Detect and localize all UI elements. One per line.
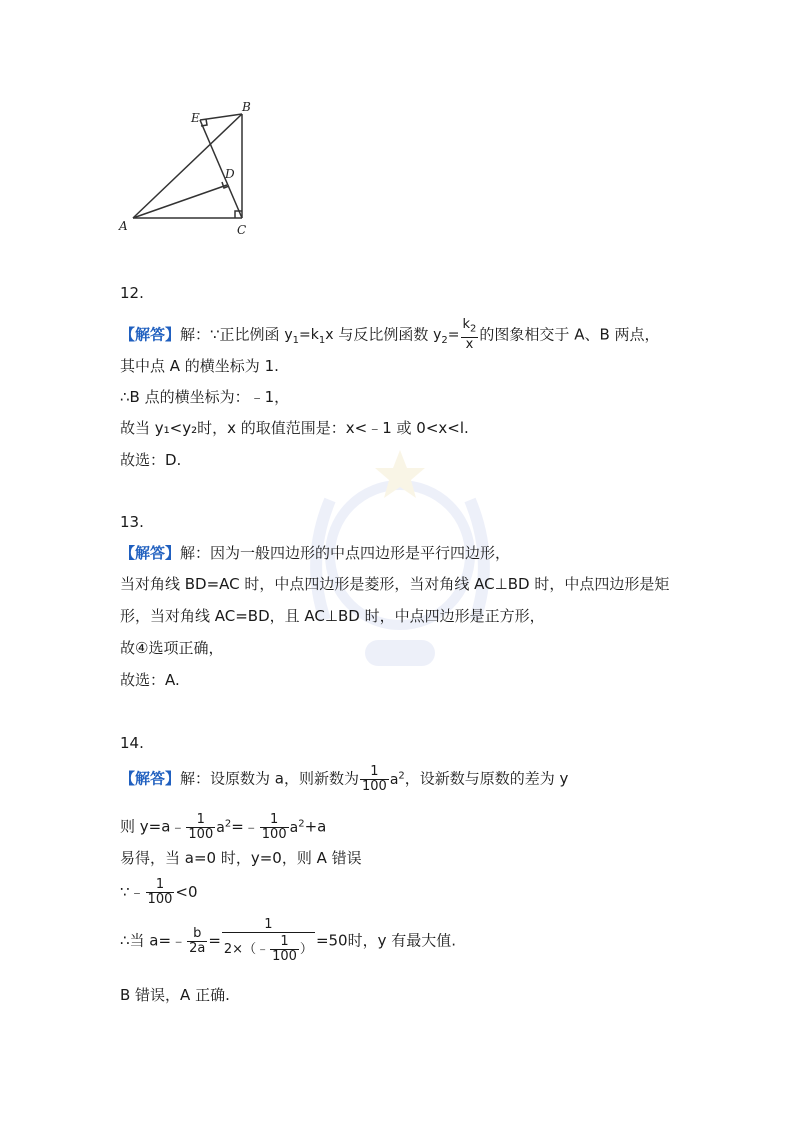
q13-line-3: 形，当对角线 AC=BD，且 AC⊥BD 时，中点四边形是正方形， bbox=[120, 607, 545, 625]
q14-number: 14. bbox=[120, 734, 144, 752]
q13-line-1: 【解答】解：因为一般四边形的中点四边形是平行四边形， bbox=[120, 544, 511, 562]
triangle-figure bbox=[115, 98, 265, 238]
q12-line-1: 【解答】解：∵正比例函 $y_1=k_1x$ 与反比例函数 $y_2=$ $\frac{k_2}{x}$ 的图象相交于 A、B 两点， bbox=[120, 317, 660, 352]
q14-line-2: 则 y=a﹣ $\frac{1}{100}$ $a^2=﹣$ $\frac{1}{100}$ $a^2+a$ bbox=[120, 811, 327, 842]
q14-line-3: 易得，当 a=0 时，y=0，则 A 错误 bbox=[120, 849, 362, 867]
q14-line-4: ∵﹣ $\frac{1}{100}$ <0 bbox=[120, 877, 198, 907]
answer-tag: 【解答】 bbox=[120, 769, 181, 788]
q12-line-3: ∴B 点的横坐标为：﹣1， bbox=[120, 388, 290, 406]
q14-line-6: B 错误，A 正确. bbox=[120, 986, 230, 1004]
q14-line-5: ∴当 a=﹣ $\frac{b}{2a}$ = 1 2×（﹣ $\frac{1}{100}$ ） =50时，y 有最大值. bbox=[120, 917, 457, 964]
answer-tag: 【解答】 bbox=[120, 325, 181, 344]
big-fraction: 1 2×（﹣ $\frac{1}{100}$ ） bbox=[223, 917, 313, 964]
q13-line-5: 故选：A. bbox=[120, 671, 180, 689]
label-D: D bbox=[225, 167, 235, 181]
one-hundredth-fraction: $\frac{1}{100}$ bbox=[361, 763, 387, 794]
q13-line-2: 当对角线 BD=AC 时，中点四边形是菱形，当对角线 AC⊥BD 时，中点四边形是矩 bbox=[120, 575, 670, 593]
answer-tag: 【解答】 bbox=[120, 544, 181, 562]
q12-line-2: 其中点 A 的横坐标为 1. bbox=[120, 357, 279, 375]
label-A: A bbox=[119, 219, 128, 233]
label-E: E bbox=[191, 111, 200, 125]
q14-line-1: 【解答】解：设原数为 a，则新数为 $\frac{1}{100}$ $a^2$，设新数与原数的差为 y bbox=[120, 763, 569, 794]
q13-line-4: 故④选项正确， bbox=[120, 639, 224, 657]
q12-number: 12. bbox=[120, 284, 144, 302]
label-C: C bbox=[237, 223, 247, 237]
q12-line-4: 故当 y₁<y₂时，x 的取值范围是：x<﹣1 或 0<x<l. bbox=[120, 419, 469, 437]
k2-over-x-fraction: $\frac{k_2}{x}$ bbox=[462, 317, 477, 352]
q13-number: 13. bbox=[120, 513, 144, 531]
q12-line-5: 故选：D. bbox=[120, 451, 182, 469]
label-B: B bbox=[242, 100, 251, 114]
